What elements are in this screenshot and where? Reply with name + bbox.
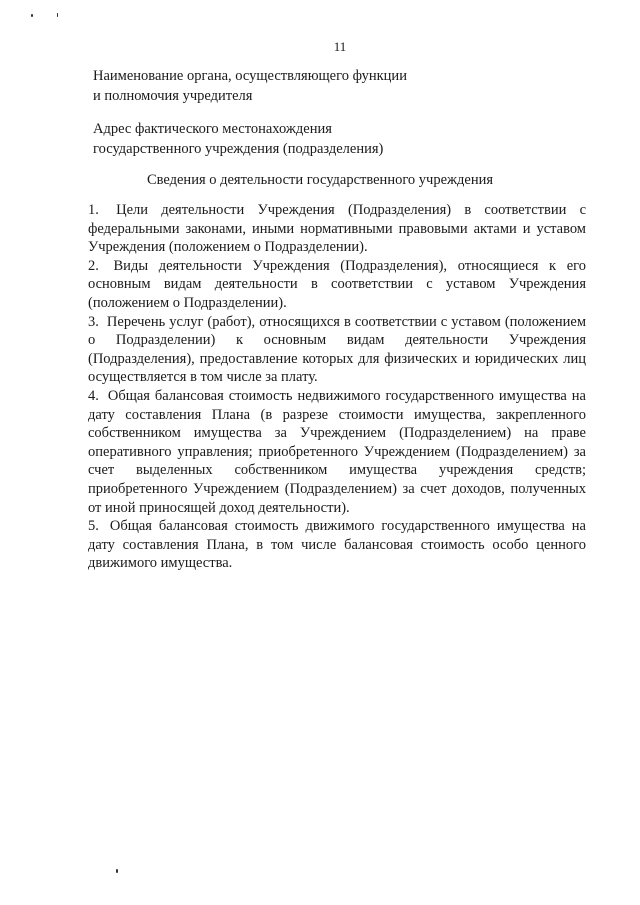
address-label-line-2: государственного учреждения (подразделения) (93, 141, 384, 157)
authority-label (93, 66, 407, 106)
item-text: Общая балансовая стоимость движимого государственного имущества на дату составления Плана, в том числе балансовая стоимость особо ценного движимого имущества. (88, 518, 586, 572)
list-item (88, 387, 586, 517)
list-item (88, 257, 586, 313)
item-text: Цели деятельности Учреждения (Подразделения) в соответствии с федеральными законами, иными нормативными правовыми актами и уставом Учреждения (положением о Подразделении). (88, 202, 586, 256)
scan-speck-bottom (116, 869, 118, 873)
page-number: 11 (333, 39, 347, 54)
item-number: 1. (88, 202, 99, 218)
section-body (88, 201, 586, 573)
section-title: Сведения о деятельности государственного учреждения (146, 172, 494, 188)
item-number: 5. (88, 518, 99, 535)
address-label-line-1: Адрес фактического местонахождения (93, 121, 332, 137)
list-item (88, 201, 586, 257)
scan-speck-top-left (31, 14, 33, 17)
scan-speck-top (57, 13, 58, 17)
item-text: Перечень услуг (работ), относящихся в соответствии с уставом (положением о Подразделении) к основным видам деятельности Учреждения (Подразделения), предоставление которых для физических и юридических лиц осуществляется в том числе за плату. (88, 313, 586, 386)
item-number: 4. (88, 387, 99, 404)
authority-label-line-1: Наименование органа, осуществляющего функции (93, 68, 407, 84)
list-item (88, 313, 586, 387)
item-text: Виды деятельности Учреждения (Подразделения), относящиеся к его основным видам деятельности в соответствии с уставом Учреждения (положением о Подразделении). (88, 257, 586, 311)
address-label (93, 119, 383, 159)
list-item (88, 517, 586, 573)
item-text: Общая балансовая стоимость недвижимого государственного имущества на дату составления Плана (в разрезе стоимости имущества, закрепленного собственником имущества за Учреждением (Подразделением) на праве оперативного управления; приобретенного Учреждением (Подразделением) за счет выделенных собственником имущества учреждения средств; приобретенного Учреждением (Подразделением) за счет доходов, полученных от иной приносящей доход деятельности). (88, 387, 586, 516)
item-number: 3. (88, 313, 99, 330)
authority-label-line-2: и полномочия учредителя (93, 88, 253, 104)
item-number: 2. (88, 257, 99, 274)
